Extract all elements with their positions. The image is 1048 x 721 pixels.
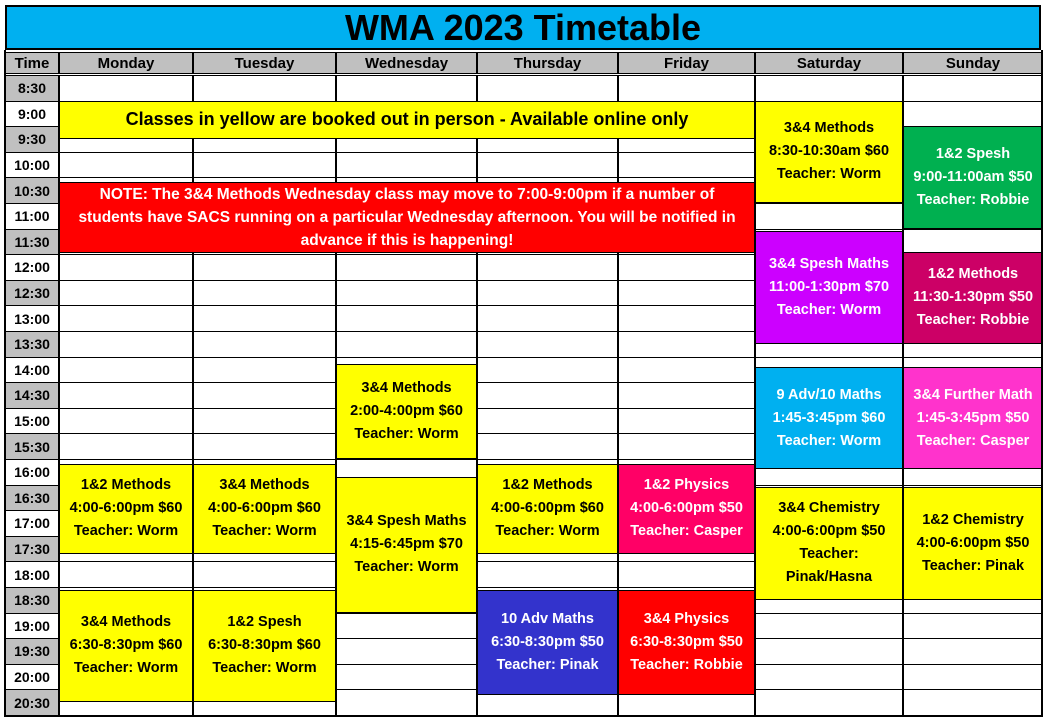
class-teacher: Teacher: Robbie (916, 312, 1030, 329)
class-block-friday-3and4-physics[interactable] (618, 590, 755, 695)
empty-cell (618, 331, 755, 358)
empty-cell (755, 75, 903, 102)
time-slot: 13:00 (5, 305, 59, 332)
class-time-price: 4:00-6:00pm $50 (916, 534, 1030, 551)
empty-cell (618, 433, 755, 460)
outer-border-bottom (4, 715, 1043, 717)
empty-cell (618, 561, 755, 588)
empty-cell (755, 638, 903, 665)
empty-cell (336, 305, 477, 332)
class-name: 1&2 Spesh (935, 145, 1011, 162)
class-block-wednesday-3and4-spesh-maths[interactable] (336, 477, 477, 613)
class-time-price: 6:30-8:30pm $60 (69, 637, 183, 654)
class-block-sunday-1and2-spesh[interactable] (903, 126, 1043, 228)
empty-cell (477, 408, 618, 435)
empty-cell (336, 75, 477, 102)
class-block-thursday-10-adv-maths[interactable] (477, 590, 618, 695)
empty-cell (193, 254, 336, 281)
class-time-price: 2:00-4:00pm $60 (350, 403, 463, 420)
class-name: 1&2 Physics (643, 477, 730, 494)
empty-cell (477, 280, 618, 307)
time-slot: 10:30 (5, 177, 59, 204)
time-slot: 20:30 (5, 689, 59, 716)
class-block-saturday-9-adv-10-maths[interactable] (755, 367, 903, 469)
empty-cell (755, 203, 903, 230)
empty-cell (477, 254, 618, 281)
class-name: 1&2 Methods (80, 477, 172, 494)
empty-cell (59, 382, 193, 409)
class-teacher: Teacher: Pinak (921, 557, 1025, 574)
class-teacher: Teacher: Worm (73, 523, 179, 540)
class-name: 1&2 Chemistry (922, 511, 1024, 528)
class-time-price: 11:30-1:30pm $50 (912, 289, 1034, 306)
class-time-price: 1:45-3:45pm $60 (772, 409, 886, 426)
class-time-price: 4:00-6:00pm $50 (630, 500, 743, 517)
empty-cell (59, 331, 193, 358)
empty-cell (903, 101, 1043, 128)
class-block-tuesday-3and4-methods[interactable] (193, 464, 336, 554)
empty-cell (336, 613, 477, 640)
time-slot: 15:30 (5, 433, 59, 460)
empty-cell (477, 433, 618, 460)
empty-cell (193, 408, 336, 435)
empty-cell (755, 613, 903, 640)
time-slot: 14:00 (5, 357, 59, 384)
class-block-wednesday-3and4-methods[interactable] (336, 364, 477, 459)
day-header-tuesday: Tuesday (193, 52, 336, 74)
class-time-price: 9:00-11:00am $50 (913, 168, 1033, 185)
empty-cell (193, 382, 336, 409)
empty-cell (903, 689, 1043, 716)
class-name: 3&4 Spesh Maths (346, 513, 467, 530)
class-time-price: 4:00-6:00pm $60 (69, 500, 183, 517)
time-slot: 12:00 (5, 254, 59, 281)
day-header-saturday: Saturday (755, 52, 903, 74)
outer-border-left (4, 50, 6, 716)
day-header-sunday: Sunday (903, 52, 1043, 74)
empty-cell (755, 664, 903, 691)
empty-cell (903, 613, 1043, 640)
empty-cell (336, 689, 477, 716)
time-slot: 10:00 (5, 152, 59, 179)
empty-cell (193, 152, 336, 179)
time-slot: 19:00 (5, 613, 59, 640)
class-time-price: 4:00-6:00pm $50 (772, 523, 886, 540)
empty-cell (193, 561, 336, 588)
time-slot: 9:00 (5, 101, 59, 128)
empty-cell (477, 357, 618, 384)
time-slot: 18:30 (5, 587, 59, 614)
class-teacher: Teacher: Worm (354, 559, 459, 576)
time-slot: 15:00 (5, 408, 59, 435)
outer-border-right (1041, 50, 1043, 716)
class-block-saturday-3and4-spesh-maths[interactable] (755, 231, 903, 344)
class-teacher: Teacher: Worm (212, 523, 317, 540)
empty-cell (755, 689, 903, 716)
empty-cell (618, 382, 755, 409)
class-time-price: 4:00-6:00pm $60 (208, 500, 321, 517)
class-name: 1&2 Spesh (227, 614, 302, 631)
empty-cell (477, 561, 618, 588)
class-block-monday-3and4-methods[interactable] (59, 590, 193, 703)
empty-cell (618, 305, 755, 332)
time-slot: 16:30 (5, 485, 59, 512)
empty-cell (477, 75, 618, 102)
class-time-price: 6:30-8:30pm $50 (491, 633, 604, 650)
class-time-price: 11:00-1:30pm $70 (768, 278, 890, 295)
class-block-sunday-3and4-further-math[interactable] (903, 367, 1043, 469)
empty-cell (59, 152, 193, 179)
class-time-price: 4:15-6:45pm $70 (350, 536, 463, 553)
empty-cell (59, 254, 193, 281)
time-slot: 11:30 (5, 229, 59, 256)
empty-cell (903, 664, 1043, 691)
class-name: 3&4 Chemistry (778, 500, 880, 517)
class-teacher-names: Pinak/Hasna (785, 569, 873, 586)
empty-cell (59, 408, 193, 435)
class-name: 3&4 Methods (219, 477, 310, 494)
empty-cell (193, 357, 336, 384)
time-slot: 14:30 (5, 382, 59, 409)
class-name: 1&2 Methods (502, 477, 593, 494)
empty-cell (59, 561, 193, 588)
day-header-wednesday: Wednesday (336, 52, 477, 74)
class-teacher: Teacher: Worm (212, 660, 317, 677)
empty-cell (336, 254, 477, 281)
class-block-sunday-1and2-chemistry[interactable] (903, 487, 1043, 600)
empty-cell (193, 305, 336, 332)
empty-cell (336, 638, 477, 665)
time-slot: 16:00 (5, 459, 59, 486)
class-teacher: Teacher: Robbie (630, 656, 743, 673)
class-block-thursday-1and2-methods[interactable] (477, 464, 618, 554)
class-name: 1&2 Methods (927, 266, 1019, 283)
empty-cell (59, 280, 193, 307)
time-slot: 11:00 (5, 203, 59, 230)
empty-cell (477, 331, 618, 358)
empty-cell (336, 331, 477, 358)
class-teacher: Teacher: Casper (630, 523, 743, 540)
class-name: 3&4 Physics (643, 610, 730, 627)
empty-cell (336, 664, 477, 691)
empty-cell (618, 254, 755, 281)
class-block-saturday-3and4-chemistry[interactable] (755, 487, 903, 600)
empty-cell (59, 305, 193, 332)
class-name: 3&4 Further Math (913, 386, 1033, 403)
class-time-price: 6:30-8:30pm $50 (630, 633, 743, 650)
class-block-tuesday-1and2-spesh[interactable] (193, 590, 336, 703)
empty-cell (193, 331, 336, 358)
class-name: 9 Adv/10 Maths (776, 386, 882, 403)
empty-cell (59, 433, 193, 460)
empty-cell (903, 75, 1043, 102)
class-teacher: Teacher: Robbie (916, 191, 1030, 208)
empty-cell (193, 433, 336, 460)
empty-cell (59, 75, 193, 102)
empty-cell (336, 280, 477, 307)
empty-cell (193, 280, 336, 307)
class-time-price: 4:00-6:00pm $60 (491, 500, 604, 517)
time-slot: 18:00 (5, 561, 59, 588)
class-time-price: 8:30-10:30am $60 (768, 143, 890, 160)
class-teacher: Teacher: Worm (776, 166, 882, 183)
time-slot: 8:30 (5, 75, 59, 102)
class-teacher: Teacher: (799, 546, 859, 563)
class-name: 3&4 Spesh Maths (768, 255, 890, 272)
empty-cell (193, 75, 336, 102)
empty-cell (618, 357, 755, 384)
class-teacher: Teacher: Worm (776, 301, 882, 318)
time-slot: 19:30 (5, 638, 59, 665)
class-teacher: Teacher: Worm (776, 432, 882, 449)
empty-cell (477, 382, 618, 409)
class-time-price: 6:30-8:30pm $60 (208, 637, 321, 654)
class-name: 10 Adv Maths (501, 610, 594, 627)
notice-yellow: Classes in yellow are booked out in person - Available online only (59, 101, 755, 139)
empty-cell (59, 357, 193, 384)
class-block-monday-1and2-methods[interactable] (59, 464, 193, 554)
class-teacher: Teacher: Worm (73, 660, 179, 677)
empty-cell (903, 638, 1043, 665)
class-name: 3&4 Methods (80, 614, 172, 631)
class-time-price: 1:45-3:45pm $50 (916, 409, 1030, 426)
empty-cell (618, 152, 755, 179)
empty-cell (477, 305, 618, 332)
class-teacher: Teacher: Worm (495, 523, 600, 540)
empty-cell (477, 152, 618, 179)
time-slot: 20:00 (5, 664, 59, 691)
notice-red: NOTE: The 3&4 Methods Wednesday class may move to 7:00-9:00pm if a number of students have SACS running on a particular Wednesday afternoon. You will be notified in advance if this is happening! (59, 182, 755, 253)
page-title: WMA 2023 Timetable (5, 5, 1041, 50)
class-name: 3&4 Methods (361, 380, 452, 397)
class-name: 3&4 Methods (783, 120, 875, 137)
day-header-friday: Friday (618, 52, 755, 74)
empty-cell (618, 280, 755, 307)
empty-cell (336, 152, 477, 179)
day-header-monday: Monday (59, 52, 193, 74)
class-teacher: Teacher: Worm (354, 426, 459, 443)
day-header-thursday: Thursday (477, 52, 618, 74)
class-teacher: Teacher: Pinak (496, 656, 599, 673)
time-slot: 9:30 (5, 126, 59, 153)
time-slot: 17:00 (5, 510, 59, 537)
empty-cell (618, 408, 755, 435)
time-slot: 12:30 (5, 280, 59, 307)
empty-cell (618, 75, 755, 102)
time-header: Time (5, 52, 59, 74)
class-block-friday-1and2-physics[interactable] (618, 464, 755, 554)
class-block-sunday-1and2-methods[interactable] (903, 252, 1043, 344)
time-slot: 13:30 (5, 331, 59, 358)
class-teacher: Teacher: Casper (916, 432, 1030, 449)
time-slot: 17:30 (5, 536, 59, 563)
class-block-saturday-3and4-methods[interactable] (755, 101, 903, 203)
